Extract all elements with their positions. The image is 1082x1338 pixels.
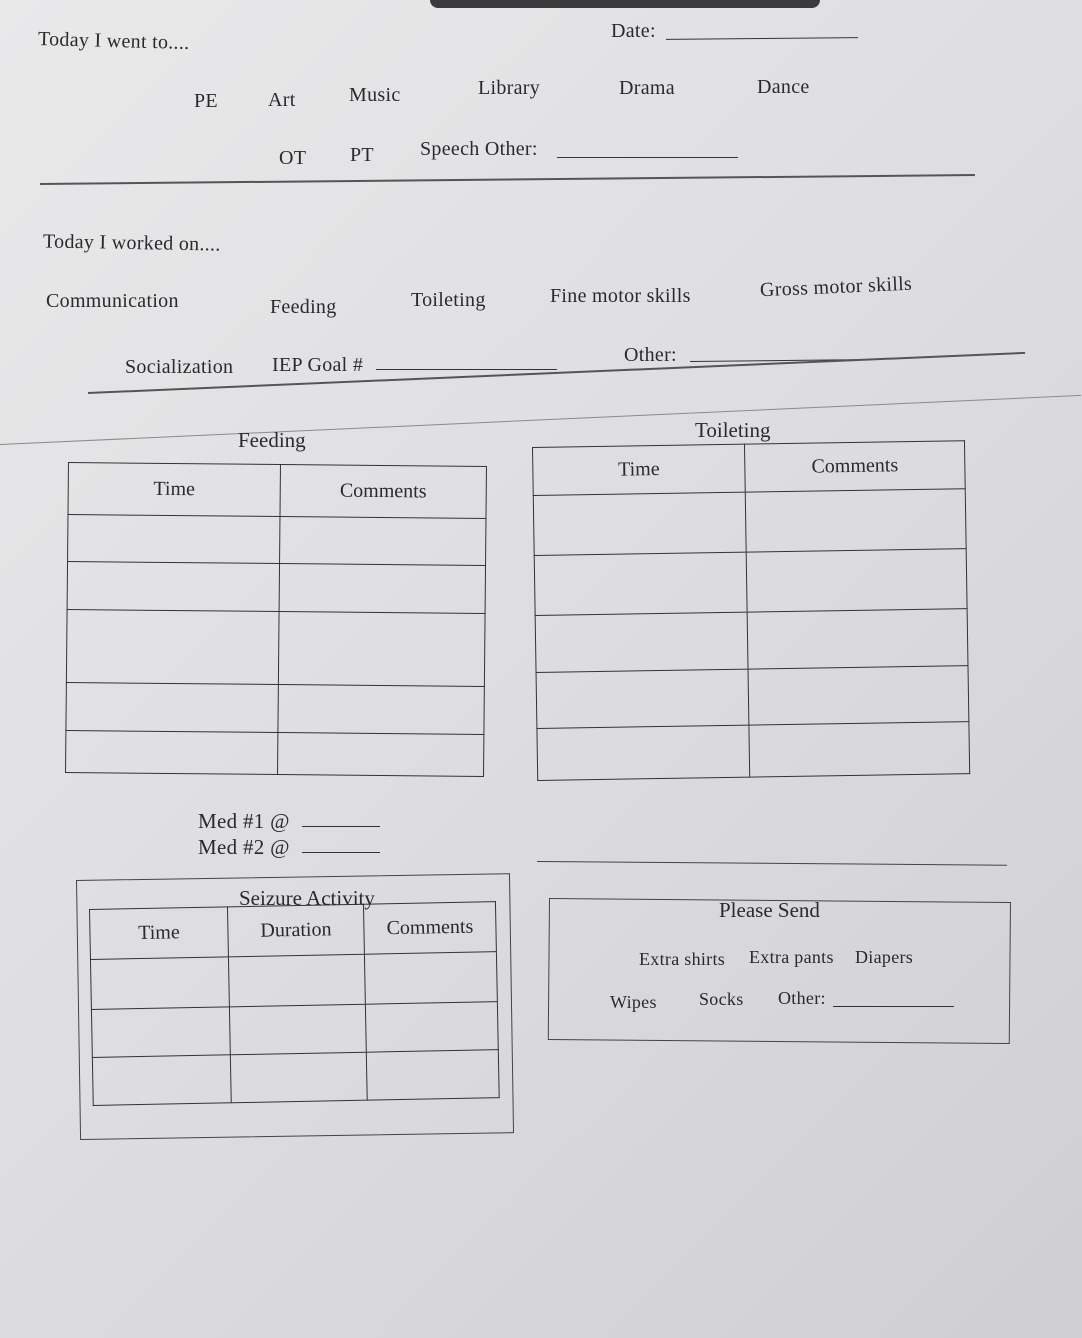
feeding-comment-cell[interactable] bbox=[278, 685, 484, 735]
activity-dance[interactable]: Dance bbox=[757, 76, 810, 98]
table-row bbox=[535, 609, 968, 673]
seizure-time-cell[interactable] bbox=[91, 1007, 230, 1058]
toileting-comments-header: Comments bbox=[744, 441, 965, 492]
feeding-table bbox=[65, 462, 487, 777]
feeding-time-cell[interactable] bbox=[66, 730, 278, 774]
seizure-comment-cell[interactable] bbox=[365, 1002, 498, 1053]
skill-socialization[interactable]: Socialization bbox=[125, 356, 234, 378]
table-row bbox=[537, 722, 970, 781]
seizure-time-cell[interactable] bbox=[90, 957, 229, 1010]
other-skill-label: Other: bbox=[624, 344, 677, 366]
seizure-time-header: Time bbox=[90, 907, 229, 960]
activity-library[interactable]: Library bbox=[478, 77, 541, 99]
seizure-duration-cell[interactable] bbox=[230, 1052, 367, 1103]
toileting-comment-cell[interactable] bbox=[747, 609, 968, 669]
seizure-comment-cell[interactable] bbox=[364, 952, 497, 1005]
feeding-comment-cell[interactable] bbox=[280, 517, 486, 566]
toileting-comment-cell[interactable] bbox=[745, 489, 966, 552]
skill-communication[interactable]: Communication bbox=[46, 290, 179, 312]
skill-feeding[interactable]: Feeding bbox=[270, 296, 337, 318]
iep-goal-field[interactable] bbox=[376, 369, 557, 370]
med1-field[interactable] bbox=[302, 826, 380, 827]
table-row bbox=[90, 952, 497, 1010]
table-row bbox=[66, 609, 485, 686]
send-extra-shirts[interactable]: Extra shirts bbox=[639, 949, 726, 969]
seizure-duration-cell[interactable] bbox=[229, 1004, 366, 1055]
table-row bbox=[534, 549, 967, 616]
feeding-comment-cell[interactable] bbox=[278, 612, 485, 687]
toileting-comment-cell[interactable] bbox=[746, 549, 967, 612]
feeding-time-cell[interactable] bbox=[66, 682, 278, 732]
seizure-duration-cell[interactable] bbox=[228, 954, 365, 1007]
send-other-label: Other: bbox=[778, 988, 826, 1008]
feeding-time-cell[interactable] bbox=[66, 609, 279, 684]
signature-line[interactable] bbox=[537, 861, 1007, 866]
table-row bbox=[66, 730, 484, 776]
table-row bbox=[533, 489, 966, 556]
send-extra-pants[interactable]: Extra pants bbox=[749, 947, 834, 967]
table-row bbox=[91, 1002, 498, 1058]
toileting-time-cell[interactable] bbox=[536, 669, 749, 728]
feeding-time-cell[interactable] bbox=[68, 515, 280, 564]
seizure-duration-header: Duration bbox=[227, 904, 364, 957]
feeding-time-header: Time bbox=[68, 463, 280, 517]
feeding-time-cell[interactable] bbox=[67, 562, 279, 612]
please-send-title: Please Send bbox=[719, 898, 820, 922]
table-row bbox=[92, 1050, 499, 1106]
paper-fold-line bbox=[0, 395, 1081, 445]
activity-drama[interactable]: Drama bbox=[619, 77, 675, 99]
activity-ot[interactable]: OT bbox=[279, 147, 307, 169]
feeding-comments-header: Comments bbox=[280, 465, 486, 519]
went-to-label: Today I went to.... bbox=[37, 28, 190, 54]
toileting-comment-cell[interactable] bbox=[748, 666, 969, 725]
feeding-title: Feeding bbox=[238, 428, 306, 452]
send-other-field[interactable] bbox=[833, 1006, 954, 1007]
section-divider bbox=[40, 174, 975, 185]
table-row bbox=[536, 666, 969, 729]
seizure-title: Seizure Activity bbox=[239, 886, 375, 910]
toileting-time-cell[interactable] bbox=[534, 552, 747, 615]
feeding-comment-cell[interactable] bbox=[278, 733, 484, 777]
clipboard-edge bbox=[430, 0, 820, 8]
med1-label: Med #1 @ bbox=[198, 809, 290, 833]
activity-music[interactable]: Music bbox=[349, 84, 401, 106]
seizure-comments-header: Comments bbox=[363, 902, 496, 955]
seizure-table bbox=[89, 901, 500, 1106]
iep-goal-label: IEP Goal # bbox=[272, 354, 364, 376]
other-activity-field[interactable] bbox=[557, 157, 738, 158]
skill-fine-motor[interactable]: Fine motor skills bbox=[550, 285, 691, 307]
table-row bbox=[67, 562, 485, 614]
activity-pt[interactable]: PT bbox=[350, 144, 374, 166]
seizure-time-cell[interactable] bbox=[92, 1055, 231, 1106]
toileting-table bbox=[532, 440, 970, 781]
med2-field[interactable] bbox=[302, 852, 380, 853]
activity-art[interactable]: Art bbox=[268, 89, 296, 111]
toileting-title: Toileting bbox=[695, 418, 771, 442]
send-socks[interactable]: Socks bbox=[699, 989, 744, 1009]
activity-speech-other[interactable]: Speech Other: bbox=[420, 138, 538, 160]
send-wipes[interactable]: Wipes bbox=[610, 992, 657, 1012]
skill-gross-motor[interactable]: Gross motor skills bbox=[759, 272, 913, 302]
skill-toileting[interactable]: Toileting bbox=[411, 289, 486, 311]
toileting-time-header: Time bbox=[533, 444, 746, 495]
toileting-time-cell[interactable] bbox=[535, 612, 748, 672]
date-label: Date: bbox=[611, 20, 656, 42]
table-row bbox=[66, 682, 484, 734]
feeding-comment-cell[interactable] bbox=[279, 564, 485, 614]
seizure-comment-cell[interactable] bbox=[366, 1050, 499, 1101]
toileting-comment-cell[interactable] bbox=[749, 722, 970, 777]
date-field[interactable] bbox=[666, 37, 858, 40]
table-row bbox=[68, 515, 486, 566]
toileting-time-cell[interactable] bbox=[533, 492, 746, 555]
toileting-time-cell[interactable] bbox=[537, 725, 750, 780]
worked-on-label: Today I worked on.... bbox=[42, 230, 221, 256]
activity-pe[interactable]: PE bbox=[194, 90, 218, 112]
send-diapers[interactable]: Diapers bbox=[855, 947, 914, 967]
med2-label: Med #2 @ bbox=[198, 835, 290, 859]
